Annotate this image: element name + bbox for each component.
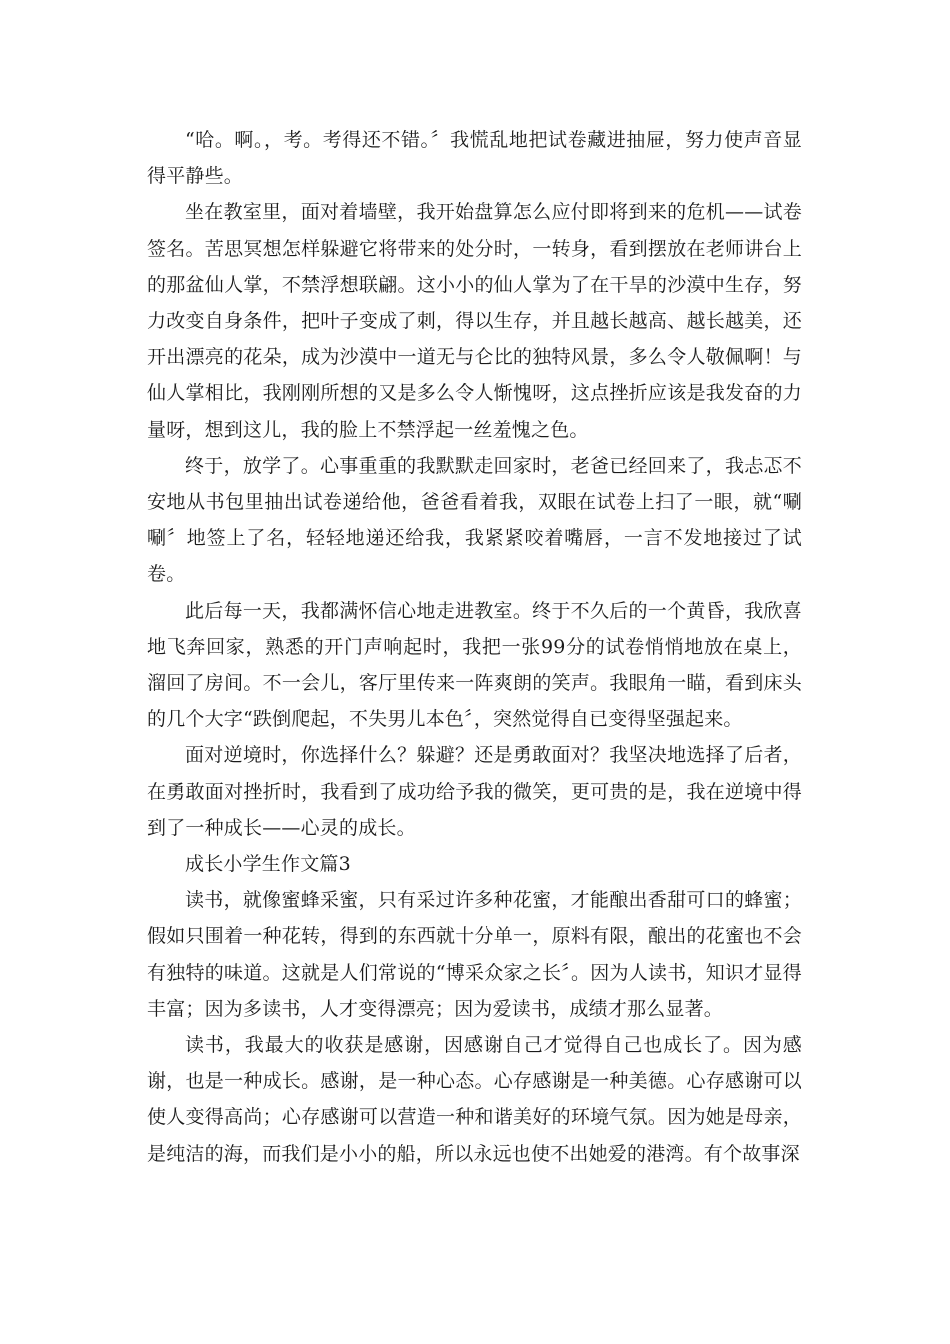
paragraph: 面对逆境时，你选择什么？躲避？还是勇敢面对？我坚决地选择了后者，在勇敢面对挫折时，我看到了成功给予我的微笑，更可贵的是，我在逆境中得到了一种成长——心灵的成长。 bbox=[147, 744, 802, 839]
paragraph: 终于，放学了。心事重重的我默默走回家时，老爸已经回来了，我忐忑不安地从书包里抽出试卷递给他，爸爸看着我，双眼在试卷上扫了一眼，就“唰唰〞地签上了名，轻轻地递还给我，我紧紧咬着嘴唇，一言不发地接过了试卷。 bbox=[147, 454, 802, 586]
paragraph: 坐在教室里，面对着墙壁，我开始盘算怎么应付即将到来的危机——试卷签名。苦思冥想怎样躲避它将带来的处分时，一转身，看到摆放在老师讲台上的那盆仙人掌，不禁浮想联翩。这小小的仙人掌为了在干旱的沙漠中生存，努力改变自身条件，把叶子变成了刺，得以生存，并且越长越高、越长越美，还开出漂亮的花朵，成为沙漠中一道无与仑比的独特风景，多么令人敬佩啊！与仙人掌相比，我刚刚所想的又是多么令人惭愧呀，这点挫折应该是我发奋的力量呀，想到这儿，我的脸上不禁浮起一丝羞愧之色。 bbox=[147, 201, 802, 441]
paragraph: “哈。啊。，考。考得还不错。〞我慌乱地把试卷藏进抽屉，努力使声音显得平静些。 bbox=[147, 129, 802, 188]
section-title: 成长小学生作文篇3 bbox=[185, 853, 351, 876]
paragraph: 读书，我最大的收获是感谢，因感谢自己才觉得自己也成长了。因为感谢，也是一种成长。感谢，是一种心态。心存感谢是一种美德。心存感谢可以使人变得高尚；心存感谢可以营造一种和谐美好的环境气氛。因为她是母亲，是纯洁的海，而我们是小小的船，所以永远也使不出她爱的港湾。有个故事深 bbox=[147, 1034, 802, 1165]
document-body bbox=[147, 122, 802, 1172]
paragraph: 读书，就像蜜蜂采蜜，只有采过许多种花蜜，才能酿出香甜可口的蜂蜜；假如只围着一种花转，得到的东西就十分单一，原料有限，酿出的花蜜也不会有独特的味道。这就是人们常说的“博采众家之长〞。因为人读书，知识才显得丰富；因为多读书，人才变得漂亮；因为爱读书，成绩才那么显著。 bbox=[147, 889, 802, 1020]
paragraph: 此后每一天，我都满怀信心地走进教室。终于不久后的一个黄昏，我欣喜地飞奔回家，熟悉的开门声响起时，我把一张99分的试卷悄悄地放在桌上，溜回了房间。不一会儿，客厅里传来一阵爽朗的笑声。我眼角一瞄，看到床头的几个大字“跌倒爬起，不失男儿本色〞，突然觉得自已变得坚强起来。 bbox=[147, 599, 802, 731]
